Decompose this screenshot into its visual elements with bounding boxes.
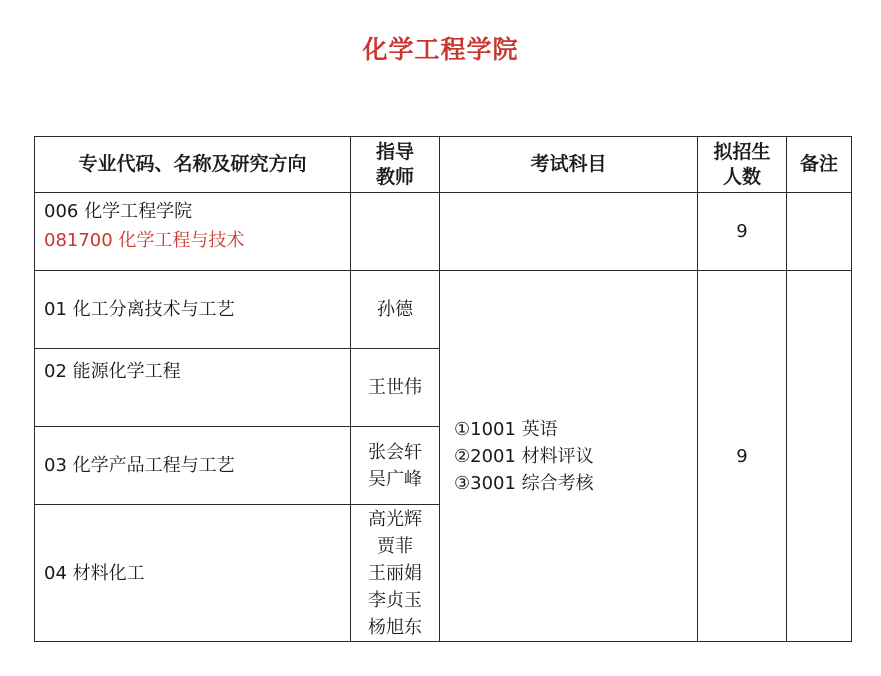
teacher-name: 高光辉 [368,508,422,530]
header-exam: 考试科目 [440,137,698,193]
page-title: 化学工程学院 [362,35,519,64]
exam-item: ②2001 材料评议 [454,445,594,467]
header-quota [698,137,787,193]
direction-name: 01 化工分离技术与工艺 [35,271,351,349]
direction-name: 03 化学产品工程与工艺 [35,427,351,505]
teacher-name: 孙德 [377,299,413,320]
major-name: 081700 化学工程与技术 [44,230,245,251]
supervisor-cell [351,505,440,642]
direction-name: 02 能源化学工程 [35,349,351,427]
header-quota-line2: 人数 [722,165,761,188]
directions-quota: 9 [698,271,787,642]
school-name: 006 化学工程学院 [44,201,193,222]
header-supervisor [351,137,440,193]
header-quota-line1: 拟招生 [713,140,771,163]
enrollment-table [34,136,852,642]
directions-remarks-cell [787,271,852,642]
teacher-name: 王世伟 [368,377,422,398]
table-row [35,271,852,349]
school-exam-cell [440,193,698,271]
school-cell [35,193,351,271]
school-row [35,193,852,271]
header-supervisor-line1: 指导 [375,140,414,163]
header-supervisor-line2: 教师 [375,165,414,188]
school-supervisor-cell [351,193,440,271]
teacher-name: 贾菲 [377,535,413,557]
supervisor-cell [351,349,440,427]
header-major: 专业代码、名称及研究方向 [35,137,351,193]
supervisor-cell [351,271,440,349]
school-quota: 9 [698,193,787,271]
header-remarks: 备注 [787,137,852,193]
exam-item: ③3001 综合考核 [454,472,594,494]
table-header-row [35,137,852,193]
teacher-name: 吴广峰 [368,468,422,490]
exam-item: ①1001 英语 [454,418,558,440]
teacher-name: 张会轩 [368,441,422,463]
teacher-name: 王丽娟 [368,562,422,584]
direction-name: 04 材料化工 [35,505,351,642]
teacher-name: 杨旭东 [368,616,422,638]
supervisor-cell [351,427,440,505]
school-remarks-cell [787,193,852,271]
exam-subjects [440,271,698,642]
teacher-name: 李贞玉 [368,589,422,611]
